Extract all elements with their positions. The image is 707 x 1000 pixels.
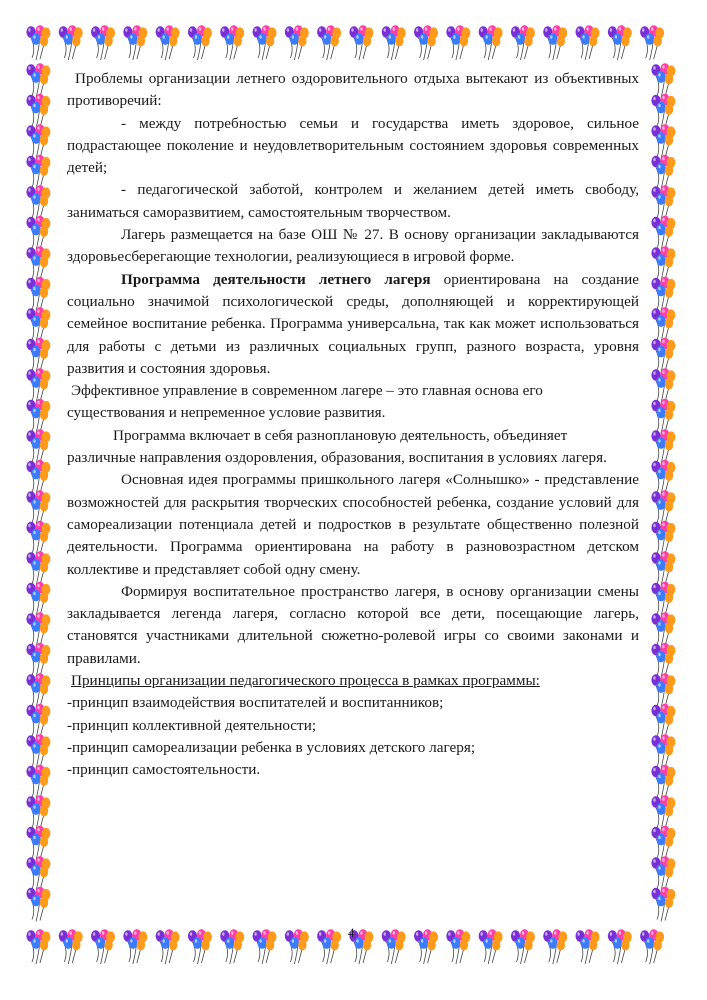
paragraph-legend: Формируя воспитательное пространство лагеря, в основу организации смены закладывается легенда лагеря, согласно которой все дети, посещающие лагерь, становятся участниками длительной сюжетно-ролевой игры со своими законами и правилами.: [67, 582, 639, 667]
balloon-cluster-icon: [651, 826, 675, 861]
balloon-cluster-icon: [26, 673, 50, 708]
principle-item: -принцип коллективной деятельности;: [67, 716, 317, 734]
program-title-bold: Программа деятельности летнего лагеря: [121, 270, 431, 288]
balloon-cluster-icon: [188, 929, 212, 964]
balloon-cluster-icon: [26, 185, 50, 220]
balloon-cluster-icon: [156, 929, 180, 964]
paragraph-management: Эффективное управление в современном лагере – это главная основа его существования и непременное условие развития.: [67, 382, 543, 422]
balloon-cluster-icon: [26, 490, 50, 525]
balloon-cluster-icon: [651, 490, 675, 525]
balloon-cluster-icon: [26, 216, 50, 251]
principle-item: -принцип самореализации ребенка в условиях детского лагеря;: [67, 738, 476, 756]
balloon-cluster-icon: [285, 25, 309, 60]
balloon-cluster-icon: [91, 929, 115, 964]
balloon-cluster-icon: [285, 929, 309, 964]
paragraph-program-orientation: [67, 269, 639, 380]
balloon-cluster-icon: [123, 929, 147, 964]
paragraph-camp-location: Лагерь размещается на базе ОШ № 27. В основу организации закладываются здоровьесберегающие технологии, реализующиеся в игровой форме.: [67, 226, 639, 266]
balloon-cluster-icon: [511, 25, 535, 60]
balloon-cluster-icon: [651, 307, 675, 342]
balloon-cluster-icon: [349, 25, 373, 60]
balloon-cluster-icon: [220, 929, 244, 964]
principle-item: -принцип самостоятельности.: [67, 761, 261, 779]
balloon-cluster-icon: [26, 429, 50, 464]
balloon-cluster-icon: [543, 929, 567, 964]
balloon-cluster-icon: [26, 460, 50, 495]
balloon-cluster-icon: [446, 929, 470, 964]
balloon-cluster-icon: [651, 216, 675, 251]
program-orientation-text: ориентирована на создание социально значимой психологической среды, дополняющей и корректирующей семейное воспитание ребенка. Программа универсальна, так как может использоваться для работы с детьми из различных социальных групп, разного возраста, уровня развития и состояния здоровья.: [67, 270, 639, 377]
balloon-cluster-icon: [253, 25, 277, 60]
balloon-cluster-icon: [26, 734, 50, 769]
balloon-cluster-icon: [651, 582, 675, 617]
paragraph-intro: Проблемы организации летнего оздоровительного отдыха вытекают из объективных противоречий:: [67, 70, 639, 110]
balloon-cluster-icon: [26, 307, 50, 342]
balloon-cluster-icon: [414, 25, 438, 60]
balloon-cluster-icon: [382, 25, 406, 60]
balloon-cluster-icon: [651, 734, 675, 769]
balloon-cluster-icon: [651, 704, 675, 739]
balloon-cluster-icon: [220, 25, 244, 60]
balloon-cluster-icon: [59, 25, 83, 60]
balloon-cluster-icon: [651, 155, 675, 190]
balloon-cluster-icon: [651, 338, 675, 373]
balloon-cluster-icon: [26, 704, 50, 739]
balloon-cluster-icon: [26, 368, 50, 403]
balloon-cluster-icon: [651, 185, 675, 220]
balloon-cluster-icon: [651, 460, 675, 495]
balloon-cluster-icon: [59, 929, 83, 964]
paragraph-program-includes: Программа включает в себя разноплановую деятельность, объединяет различные направления оздоровления, образования, воспитания в условиях лагеря.: [67, 426, 607, 467]
balloon-cluster-icon: [26, 551, 50, 586]
balloon-cluster-icon: [479, 25, 503, 60]
paragraph-contradiction-2: - педагогической заботой, контролем и желанием детей иметь свободу, заниматься саморазвитием, самостоятельным творчеством.: [67, 181, 639, 221]
balloon-cluster-icon: [651, 246, 675, 281]
principle-item: -принцип взаимодействия воспитателей и воспитанников;: [67, 694, 444, 712]
balloon-cluster-icon: [26, 795, 50, 830]
balloon-cluster-icon: [26, 643, 50, 678]
balloon-cluster-icon: [651, 368, 675, 403]
balloon-cluster-icon: [26, 887, 50, 922]
paragraph-contradiction-1: - между потребностью семьи и государства иметь здоровое, сильное подрастающее поколение и неудовлетворительным состоянием здоровья современных детей;: [67, 114, 639, 177]
balloon-cluster-icon: [156, 25, 180, 60]
balloon-cluster-icon: [576, 929, 600, 964]
page-number: 4: [348, 925, 355, 940]
balloon-cluster-icon: [651, 94, 675, 129]
balloon-cluster-icon: [253, 929, 277, 964]
principles-heading: Принципы организации педагогического процесса в рамках программы:: [71, 672, 540, 690]
balloon-cluster-icon: [26, 399, 50, 434]
balloon-cluster-icon: [26, 124, 50, 159]
balloon-cluster-icon: [414, 929, 438, 964]
balloon-cluster-icon: [188, 25, 212, 60]
balloon-cluster-icon: [543, 25, 567, 60]
balloon-cluster-icon: [651, 551, 675, 586]
balloon-cluster-icon: [511, 929, 535, 964]
balloon-cluster-icon: [26, 338, 50, 373]
page-body: [67, 68, 639, 782]
balloon-cluster-icon: [26, 582, 50, 617]
balloon-cluster-icon: [26, 612, 50, 647]
balloon-cluster-icon: [91, 25, 115, 60]
balloon-cluster-icon: [651, 643, 675, 678]
balloon-cluster-icon: [317, 25, 341, 60]
balloon-cluster-icon: [640, 929, 664, 964]
balloon-cluster-icon: [608, 25, 632, 60]
balloon-cluster-icon: [651, 521, 675, 556]
balloon-cluster-icon: [651, 399, 675, 434]
balloon-cluster-icon: [26, 277, 50, 312]
balloon-cluster-icon: [446, 25, 470, 60]
balloon-cluster-icon: [651, 673, 675, 708]
balloon-cluster-icon: [382, 929, 406, 964]
balloon-cluster-icon: [26, 856, 50, 891]
balloon-cluster-icon: [640, 25, 664, 60]
balloon-cluster-icon: [123, 25, 147, 60]
balloon-cluster-icon: [651, 124, 675, 159]
balloon-cluster-icon: [651, 612, 675, 647]
balloon-cluster-icon: [651, 856, 675, 891]
balloon-cluster-icon: [26, 521, 50, 556]
balloon-cluster-icon: [26, 94, 50, 129]
balloon-cluster-icon: [576, 25, 600, 60]
balloon-cluster-icon: [26, 63, 50, 98]
balloon-cluster-icon: [651, 765, 675, 800]
balloon-cluster-icon: [479, 929, 503, 964]
balloon-cluster-icon: [26, 765, 50, 800]
balloon-cluster-icon: [26, 826, 50, 861]
balloon-cluster-icon: [317, 929, 341, 964]
balloon-cluster-icon: [651, 887, 675, 922]
balloon-cluster-icon: [26, 155, 50, 190]
paragraph-main-idea: Основная идея программы пришкольного лагеря «Солнышко» - представление возможностей для раскрытия творческих способностей ребенка, создание условий для самореализации потенциала детей и подростков в результате общественно полезной деятельности. Программа ориентирована на работу в разновозрастном детском коллективе и представляет собой одну смену.: [67, 471, 639, 578]
balloon-cluster-icon: [651, 277, 675, 312]
balloon-cluster-icon: [651, 429, 675, 464]
balloon-cluster-icon: [608, 929, 632, 964]
balloon-cluster-icon: [26, 25, 50, 60]
balloon-cluster-icon: [26, 246, 50, 281]
balloon-cluster-icon: [651, 63, 675, 98]
balloon-cluster-icon: [26, 929, 50, 964]
balloon-cluster-icon: [651, 795, 675, 830]
